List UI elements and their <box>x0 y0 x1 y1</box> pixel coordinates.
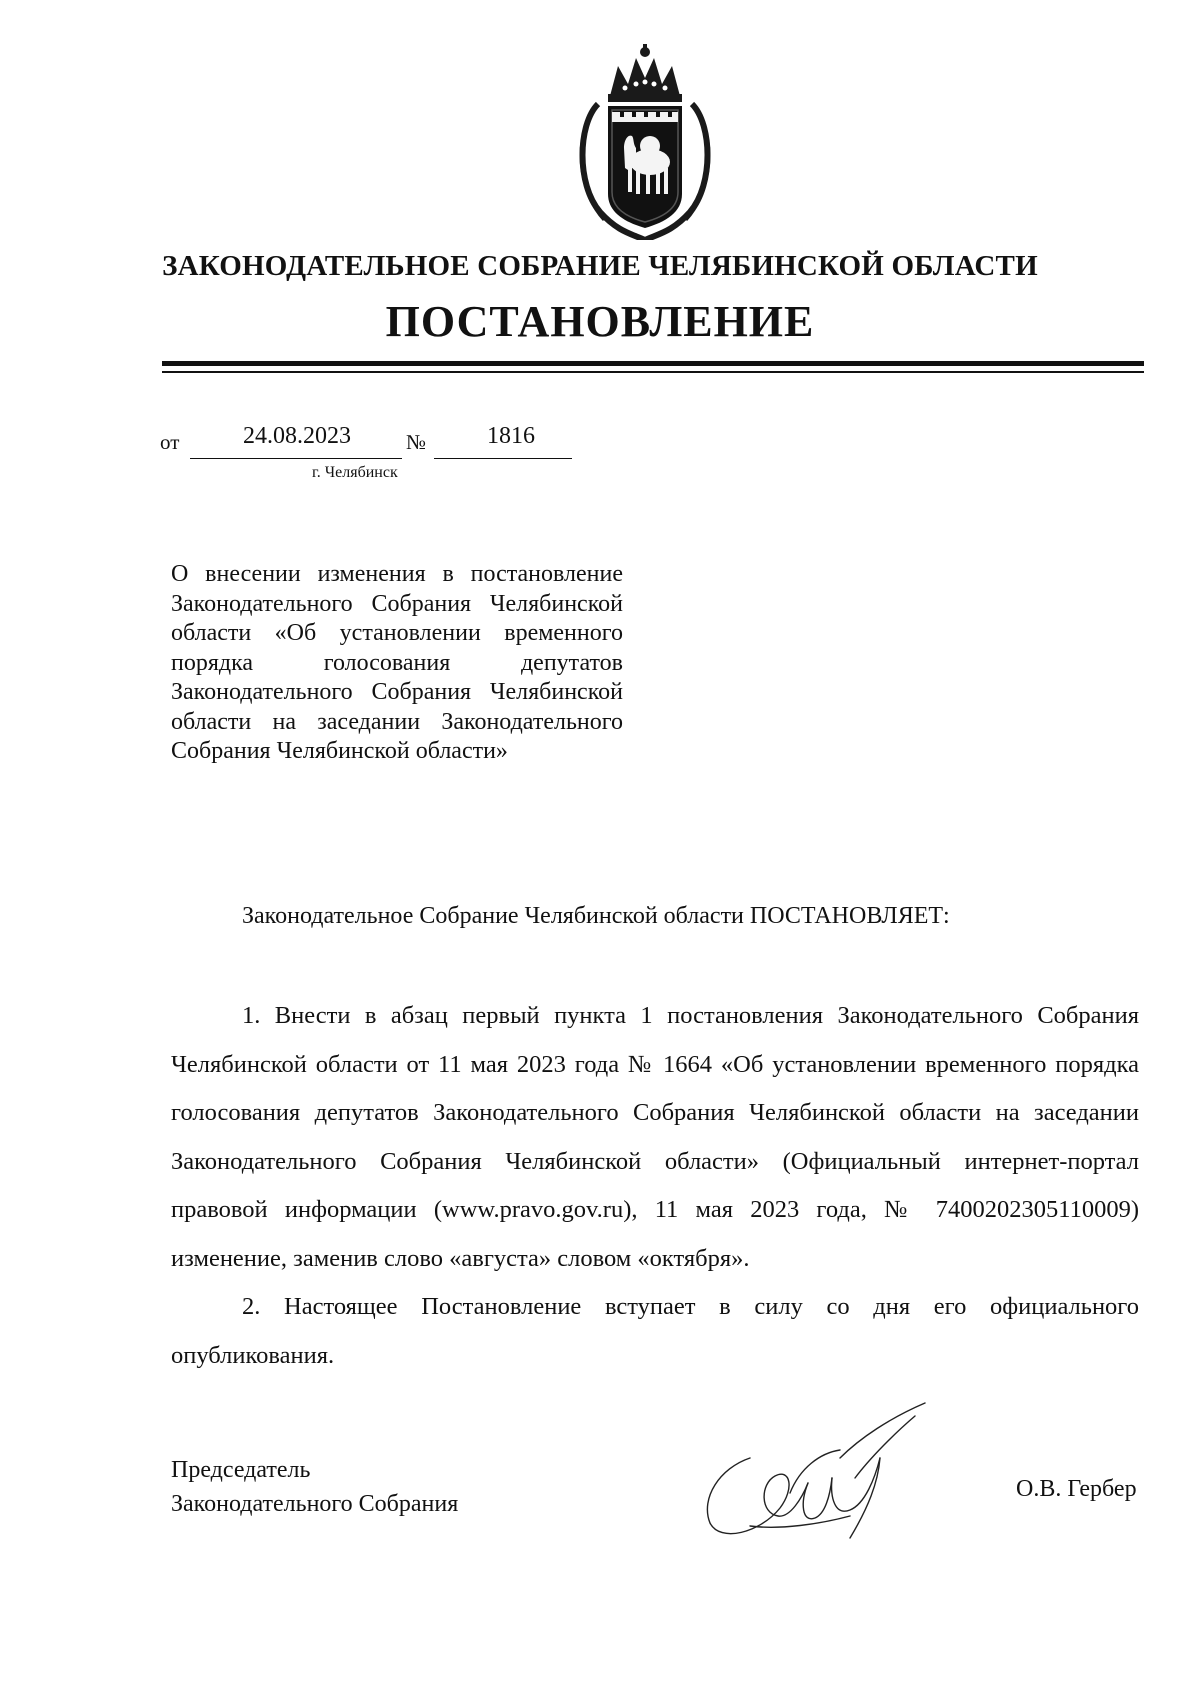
document-subject: О внесении изменения в постановление Законодательного Собрания Челябинской области «Об установлении временного порядка голосования депутатов Законодательного Собрания Челябинской области на заседании Законодательного Собрания Челябинской области» <box>171 561 623 764</box>
handwritten-signature-icon <box>690 1398 940 1548</box>
number-prefix-label: № <box>406 430 427 454</box>
signatory-position <box>171 1453 458 1521</box>
body-paragraph-2: 2. Настоящее Постановление вступает в силу со дня его официального опубликования. <box>171 1293 1139 1369</box>
document-type-title: ПОСТАНОВЛЕНИЕ <box>385 297 815 346</box>
signatory-name: О.В. Гербер <box>1016 1476 1137 1502</box>
body-paragraph-1: 1. Внести в абзац первый пункта 1 постановления Законодательного Собрания Челябинской области от 11 мая 2023 года № 1664 «Об установлении временного порядка голосования депутатов Законодательного Собрания Челябинской области на заседании Законодательного Собрания Челябинской области» (Официальный интернет-портал правовой информации (www.pravo.gov.ru), 11 мая 2023 года, № 7400202305110009) изменение, заменив слово «августа» словом «октября». <box>171 1002 1139 1272</box>
signatory-position-line-1: Председатель <box>171 1457 311 1483</box>
organization-title: ЗАКОНОДАТЕЛЬНОЕ СОБРАНИЕ ЧЕЛЯБИНСКОЙ ОБЛАСТИ <box>162 250 1038 282</box>
decrees-statement: Законодательное Собрание Челябинской области ПОСТАНОВЛЯЕТ: <box>242 903 950 929</box>
document-number: 1816 <box>487 423 535 449</box>
number-underline <box>434 458 572 459</box>
signatory-position-line-2: Законодательного Собрания <box>171 1491 459 1517</box>
document-date: 24.08.2023 <box>243 423 351 449</box>
header-divider-thick <box>162 361 1144 366</box>
date-prefix-label: от <box>160 430 180 454</box>
coat-of-arms-icon <box>570 44 720 240</box>
document-body <box>171 992 1139 1380</box>
document-city: г. Челябинск <box>312 464 398 481</box>
header-divider-thin <box>162 371 1144 373</box>
date-underline <box>190 458 402 459</box>
